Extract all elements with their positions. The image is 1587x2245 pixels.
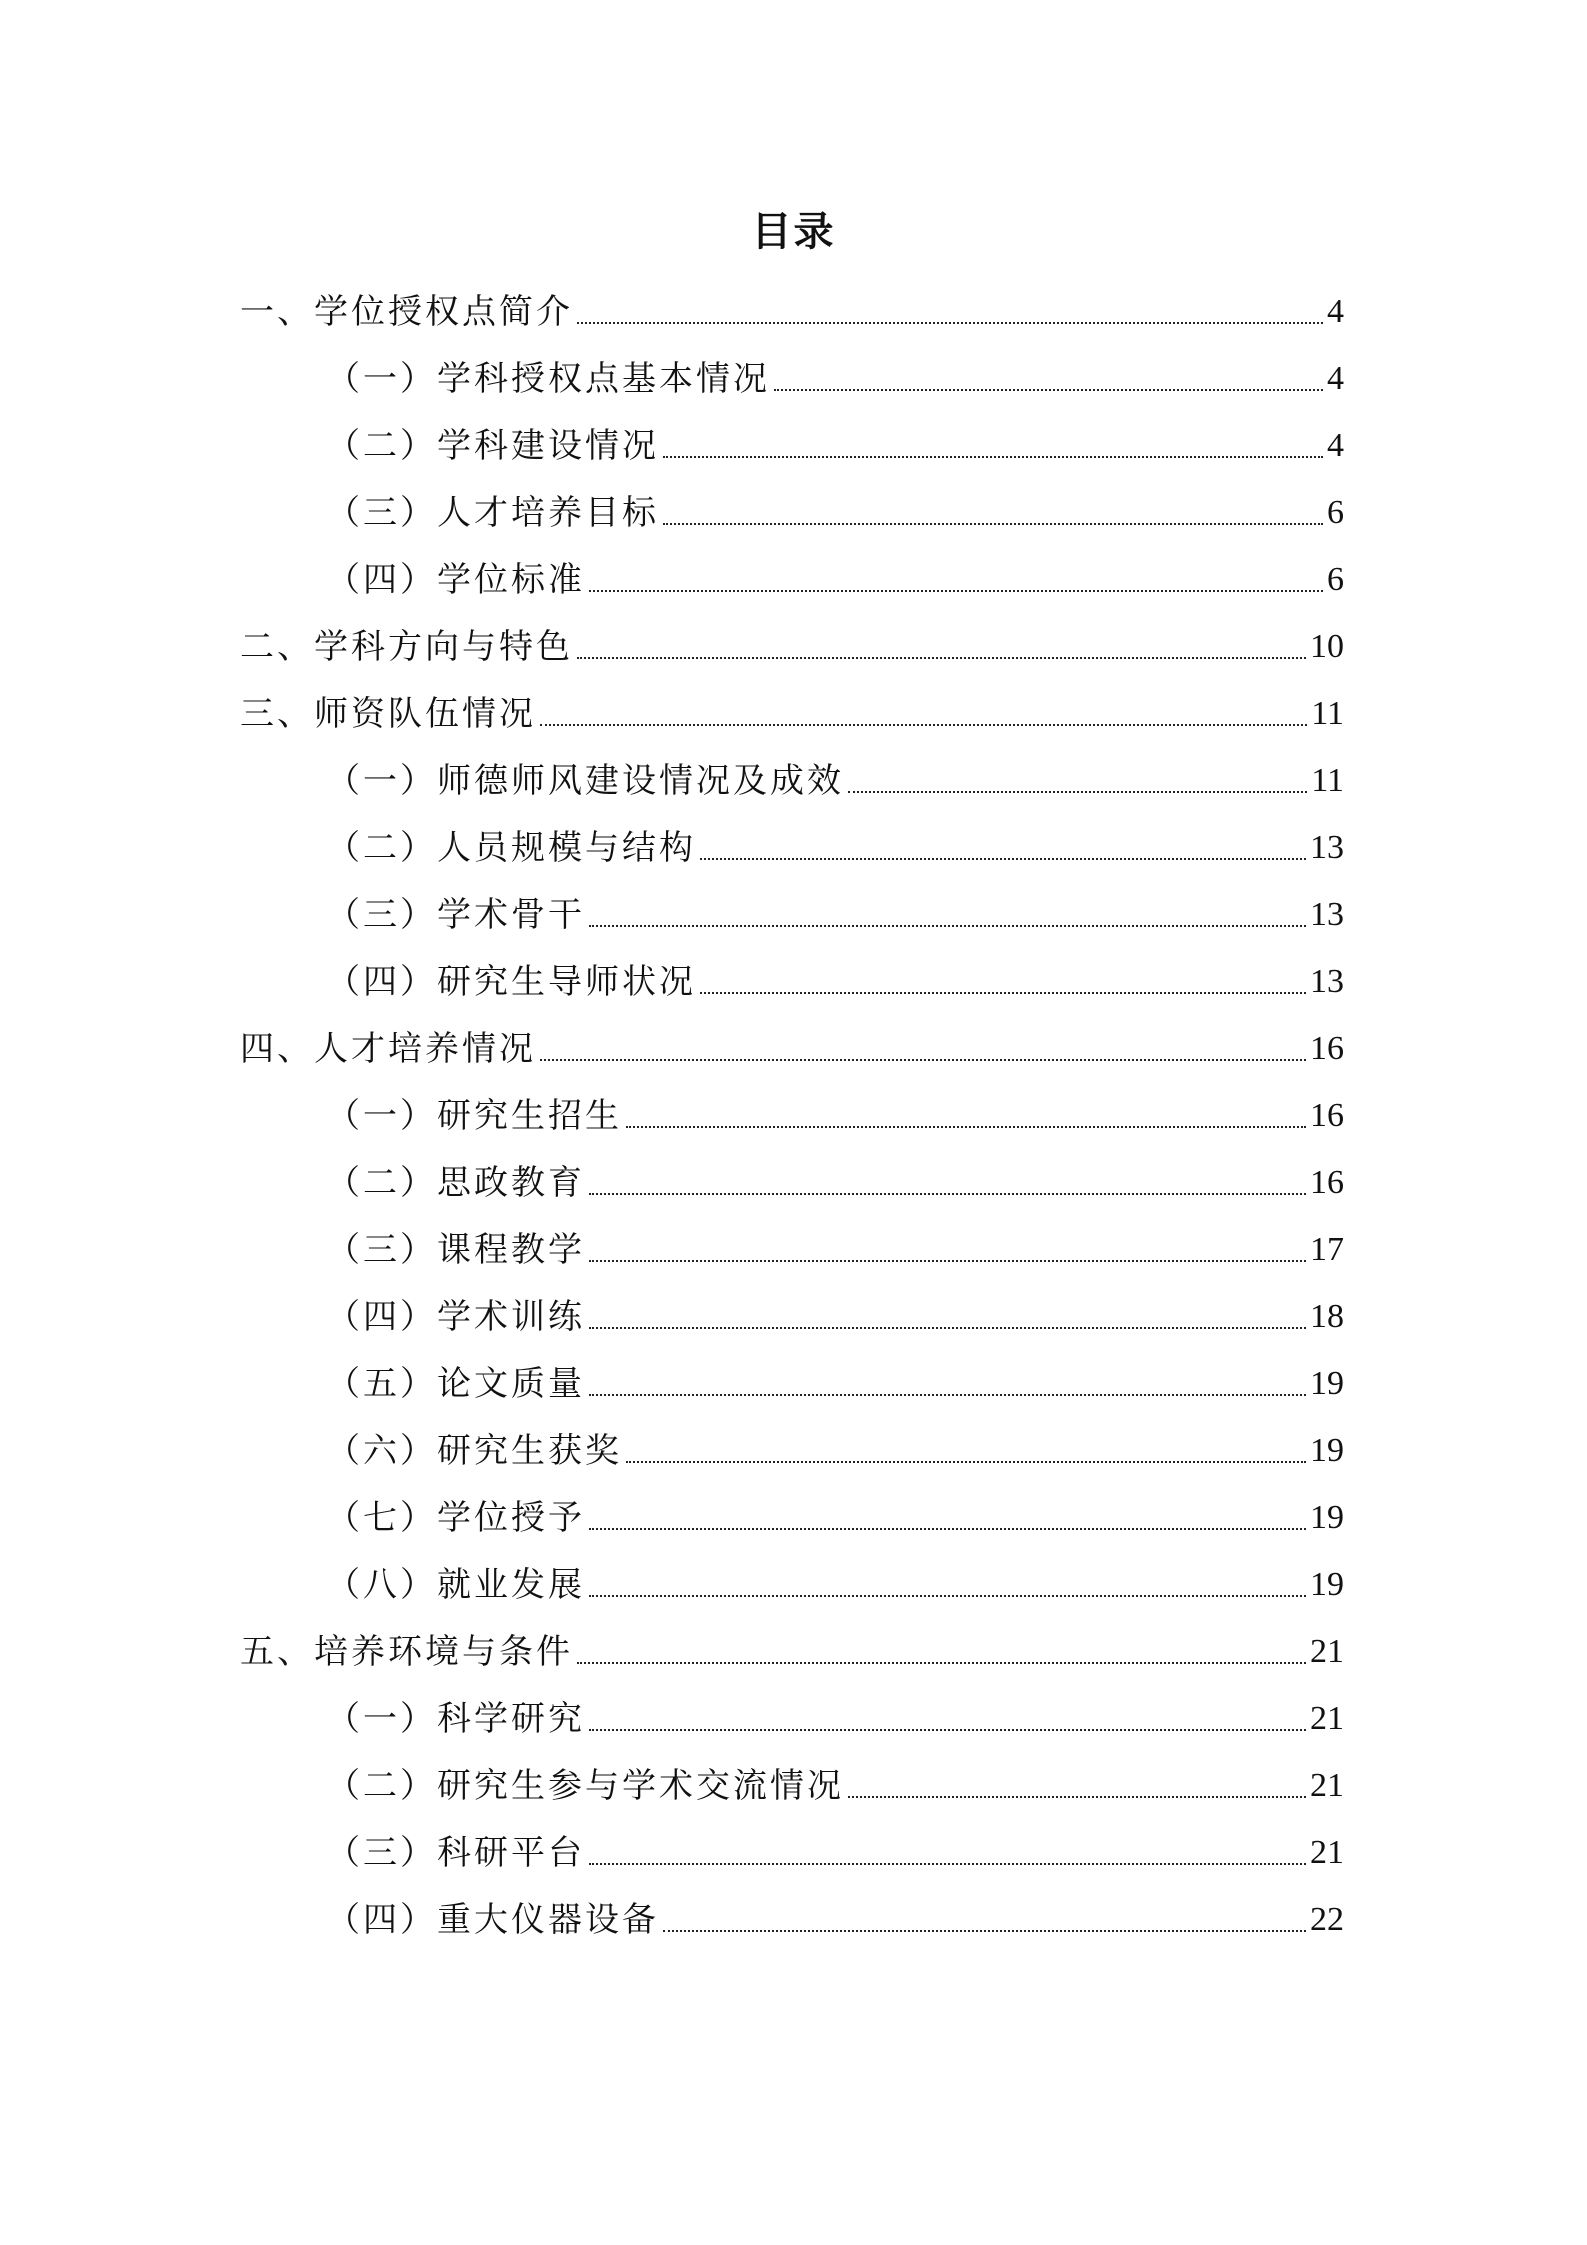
- toc-page-number: 17: [1310, 1231, 1344, 1268]
- toc-entry-label: 三、师资队伍情况: [240, 694, 536, 734]
- toc-dot-leader: [589, 1695, 1306, 1743]
- toc-entry[interactable]: [240, 288, 1344, 336]
- toc-page-number: 13: [1310, 829, 1344, 866]
- toc-page-number: 21: [1310, 1633, 1344, 1670]
- toc-dot-leader: [589, 1159, 1306, 1207]
- toc-page-number: 21: [1310, 1834, 1344, 1871]
- toc-dot-leader: [589, 891, 1306, 939]
- toc-entry[interactable]: [240, 623, 1344, 671]
- toc-page-number: 19: [1310, 1499, 1344, 1536]
- toc-entry-label: （三）科研平台: [326, 1833, 585, 1873]
- toc-dot-leader: [626, 1427, 1306, 1475]
- toc-entry[interactable]: [326, 1092, 1344, 1140]
- toc-entry[interactable]: [326, 1695, 1344, 1743]
- toc-dot-leader: [540, 690, 1307, 738]
- toc-entry[interactable]: [326, 1494, 1344, 1542]
- toc-entry-label: （三）人才培养目标: [326, 493, 659, 533]
- toc-dot-leader: [700, 824, 1306, 872]
- toc-page-number: 21: [1310, 1767, 1344, 1804]
- toc-entry-label: （二）思政教育: [326, 1163, 585, 1203]
- toc-dot-leader: [848, 1762, 1306, 1810]
- toc-dot-leader: [589, 1561, 1306, 1609]
- toc-page-number: 16: [1310, 1097, 1344, 1134]
- toc-entry-label: 五、培养环境与条件: [240, 1632, 573, 1672]
- toc-page-number: 19: [1310, 1365, 1344, 1402]
- toc-page-number: 10: [1310, 628, 1344, 665]
- toc-title: 目录: [751, 209, 836, 255]
- toc-entry-label: （三）课程教学: [326, 1230, 585, 1270]
- toc-entry-label: （一）师德师风建设情况及成效: [326, 761, 844, 801]
- toc-entry-label: （一）科学研究: [326, 1699, 585, 1739]
- toc-entry[interactable]: [326, 1360, 1344, 1408]
- toc-entry-label: （二）学科建设情况: [326, 426, 659, 466]
- toc-entry-label: （二）人员规模与结构: [326, 828, 696, 868]
- toc-entry[interactable]: [240, 1628, 1344, 1676]
- toc-entry[interactable]: [326, 958, 1344, 1006]
- toc-dot-leader: [774, 355, 1323, 403]
- toc-dot-leader: [589, 1829, 1306, 1877]
- toc-entry-label: （四）研究生导师状况: [326, 962, 696, 1002]
- toc-entry[interactable]: [326, 489, 1344, 537]
- toc-entry[interactable]: [240, 1025, 1344, 1073]
- toc-entry-label: （六）研究生获奖: [326, 1431, 622, 1471]
- toc-page-number: 4: [1327, 427, 1344, 464]
- toc-page-number: 16: [1310, 1164, 1344, 1201]
- toc-entry[interactable]: [326, 1762, 1344, 1810]
- toc-entry-label: （四）学术训练: [326, 1297, 585, 1337]
- toc-entry[interactable]: [326, 1561, 1344, 1609]
- toc-dot-leader: [663, 1896, 1306, 1944]
- toc-entry[interactable]: [326, 422, 1344, 470]
- toc-entry-label: （五）论文质量: [326, 1364, 585, 1404]
- toc-entry-label: （七）学位授予: [326, 1498, 585, 1538]
- toc-entry-label: （三）学术骨干: [326, 895, 585, 935]
- toc-dot-leader: [589, 1360, 1306, 1408]
- toc-page-number: 19: [1310, 1432, 1344, 1469]
- toc-entry-label: 二、学科方向与特色: [240, 627, 573, 667]
- toc-dot-leader: [577, 1628, 1306, 1676]
- toc-dot-leader: [663, 422, 1323, 470]
- toc-page-number: 4: [1327, 360, 1344, 397]
- toc-entry-label: （四）学位标准: [326, 560, 585, 600]
- toc-entry-label: （一）研究生招生: [326, 1096, 622, 1136]
- toc-dot-leader: [626, 1092, 1306, 1140]
- toc-page-number: 11: [1311, 762, 1344, 799]
- toc-dot-leader: [589, 1293, 1306, 1341]
- toc-entry[interactable]: [326, 1829, 1344, 1877]
- toc-page-number: 19: [1310, 1566, 1344, 1603]
- toc-entry[interactable]: [326, 1427, 1344, 1475]
- toc-page-number: 13: [1310, 896, 1344, 933]
- toc-page-number: 4: [1327, 293, 1344, 330]
- toc-dot-leader: [589, 1494, 1306, 1542]
- toc-dot-leader: [589, 556, 1323, 604]
- toc-dot-leader: [540, 1025, 1306, 1073]
- toc-entry[interactable]: [326, 1896, 1344, 1944]
- toc-entry[interactable]: [326, 556, 1344, 604]
- toc-entry[interactable]: [326, 824, 1344, 872]
- toc-entry-label: （四）重大仪器设备: [326, 1900, 659, 1940]
- toc-entry-label: （二）研究生参与学术交流情况: [326, 1766, 844, 1806]
- toc-entry[interactable]: [326, 1159, 1344, 1207]
- toc-dot-leader: [663, 489, 1323, 537]
- toc-page-number: 18: [1310, 1298, 1344, 1335]
- toc-entry-label: （八）就业发展: [326, 1565, 585, 1605]
- toc-dot-leader: [577, 288, 1323, 336]
- toc-entry-label: 一、学位授权点简介: [240, 292, 573, 332]
- toc-entry-label: （一）学科授权点基本情况: [326, 359, 770, 399]
- toc-dot-leader: [848, 757, 1307, 805]
- toc-dot-leader: [577, 623, 1306, 671]
- toc-page-number: 16: [1310, 1030, 1344, 1067]
- toc-entry[interactable]: [326, 1226, 1344, 1274]
- toc-page-number: 11: [1311, 695, 1344, 732]
- toc-entry[interactable]: [326, 891, 1344, 939]
- toc-entry[interactable]: [326, 355, 1344, 403]
- toc-page-number: 21: [1310, 1700, 1344, 1737]
- toc-dot-leader: [589, 1226, 1306, 1274]
- toc-entry[interactable]: [326, 757, 1344, 805]
- toc-dot-leader: [700, 958, 1306, 1006]
- toc-page-number: 6: [1327, 561, 1344, 598]
- toc-page-number: 22: [1310, 1901, 1344, 1938]
- toc-page-number: 13: [1310, 963, 1344, 1000]
- toc-entry-label: 四、人才培养情况: [240, 1029, 536, 1069]
- toc-entry[interactable]: [326, 1293, 1344, 1341]
- toc-entry[interactable]: [240, 690, 1344, 738]
- toc-page-number: 6: [1327, 494, 1344, 531]
